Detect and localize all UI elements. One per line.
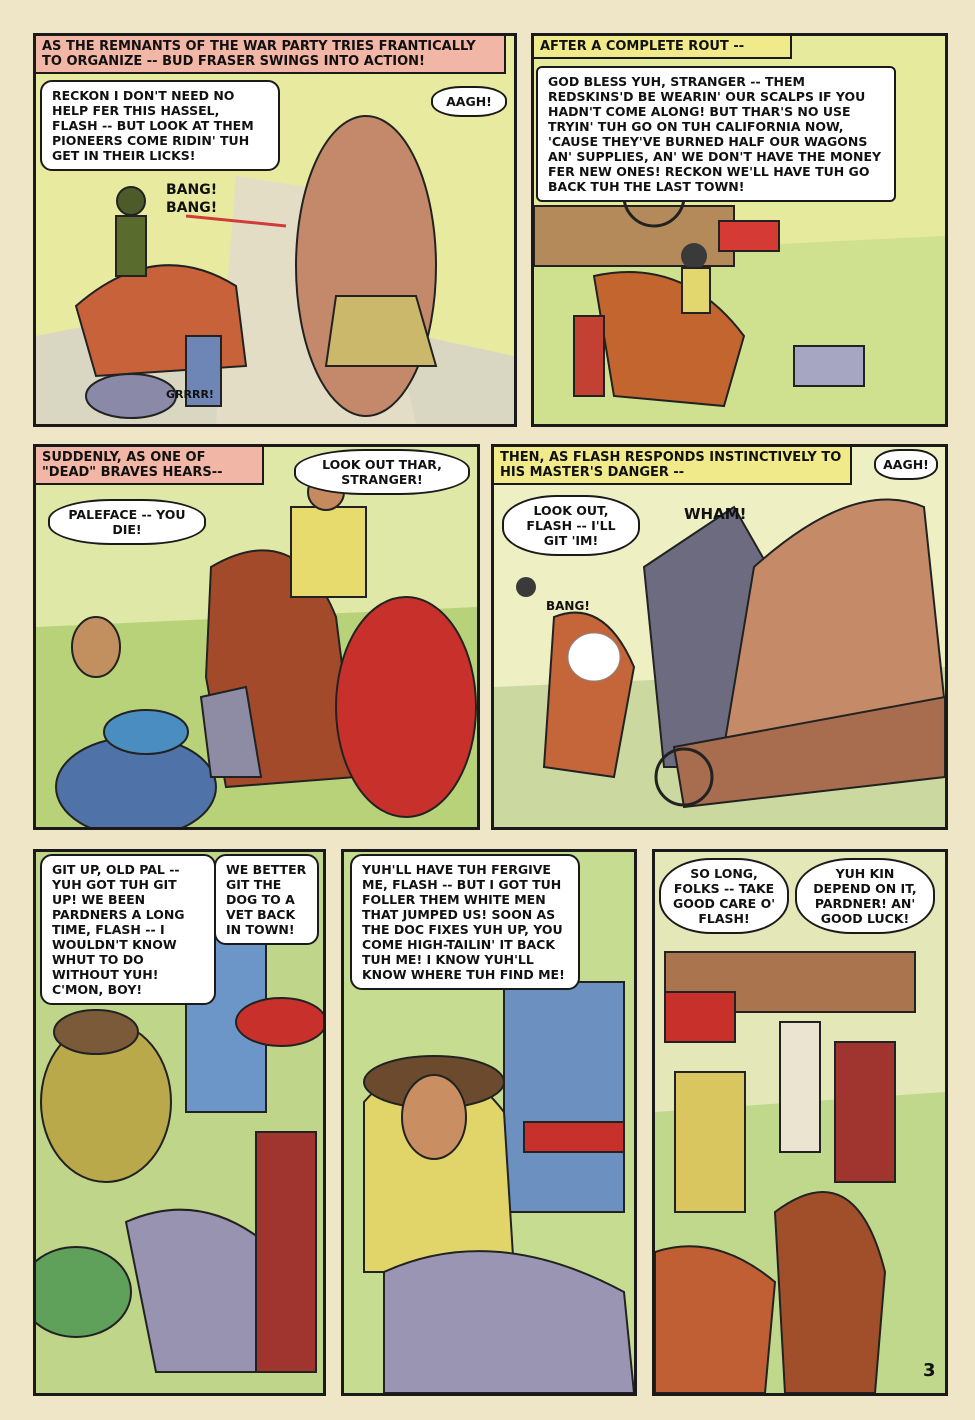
panel-4 [491, 444, 948, 830]
panel-7-balloon-bud: SO LONG, FOLKS -- TAKE GOOD CARE O' FLASH! [659, 858, 789, 934]
panel-4-sfx-bang: BANG! [546, 599, 590, 613]
panel-1 [33, 33, 517, 427]
panel-4-balloon-aagh: AAGH! [874, 449, 938, 480]
panel-5-balloon-bud: GIT UP, OLD PAL -- YUH GOT TUH GIT UP! WE BEEN PARDNERS A LONG TIME, FLASH -- I WOULDN'T KNOW WHUT TO DO WITHOUT YUH! C'MON, BOY! [40, 854, 216, 1005]
page-number: 3 [923, 1360, 936, 1381]
panel-5-balloon-pioneer: WE BETTER GIT THE DOG TO A VET BACK IN TOWN! [214, 854, 319, 945]
panel-3-balloon-brave: PALEFACE -- YOU DIE! [48, 499, 206, 545]
panel-7 [652, 849, 948, 1396]
panel-7-balloon-pioneer: YUH KIN DEPEND ON IT, PARDNER! AN' GOOD LUCK! [795, 858, 935, 934]
panel-2 [531, 33, 948, 427]
panel-6 [341, 849, 637, 1396]
panel-4-sfx-wham: WHAM! [684, 505, 747, 523]
panel-3-balloon-warning: LOOK OUT THAR, STRANGER! [294, 449, 470, 495]
panel-3 [33, 444, 480, 830]
panel-1-balloon-aagh: AAGH! [431, 86, 507, 117]
panel-6-balloon-bud: YUH'LL HAVE TUH FERGIVE ME, FLASH -- BUT I GOT TUH FOLLER THEM WHITE MEN THAT JUMPED US! SOON AS THE DOC FIXES YUH UP, YOU COME HIGH-TAILIN' IT BACK TUH ME! I KNOW YUH'LL KNOW WHERE TUH FIND ME! [350, 854, 580, 990]
panel-1-sfx-bang: BANG! BANG! [166, 182, 218, 216]
panel-2-caption: AFTER A COMPLETE ROUT -- [532, 34, 792, 59]
panel-5 [33, 849, 326, 1396]
panel-4-balloon-bud: LOOK OUT, FLASH -- I'LL GIT 'IM! [502, 495, 640, 556]
panel-1-sfx-grrrr: GRRRR! [166, 388, 214, 401]
panel-2-balloon-pioneer: GOD BLESS YUH, STRANGER -- THEM REDSKINS'D BE WEARIN' OUR SCALPS IF YOU HADN'T COME ALONG! BUT THAR'S NO USE TRYIN' TUH GO ON TUH CALIFORNIA NOW, 'CAUSE THEY'VE BURNED HALF OUR WAGONS AN' SUPPLIES, AN' WE DON'T HAVE THE MONEY FER NEW ONES! RECKON WE'LL HAVE TUH GO BACK TUH THE LAST TOWN! [536, 66, 896, 202]
panel-1-caption: AS THE REMNANTS OF THE WAR PARTY TRIES FRANTICALLY TO ORGANIZE -- BUD FRASER SWINGS INTO ACTION! [34, 34, 506, 74]
panel-1-balloon-bud: RECKON I DON'T NEED NO HELP FER THIS HASSEL, FLASH -- BUT LOOK AT THEM PIONEERS COME RIDIN' TUH GET IN THEIR LICKS! [40, 80, 280, 171]
panel-3-caption: SUDDENLY, AS ONE OF "DEAD" BRAVES HEARS-- [34, 445, 264, 485]
panel-4-caption: THEN, AS FLASH RESPONDS INSTINCTIVELY TO HIS MASTER'S DANGER -- [492, 445, 852, 485]
